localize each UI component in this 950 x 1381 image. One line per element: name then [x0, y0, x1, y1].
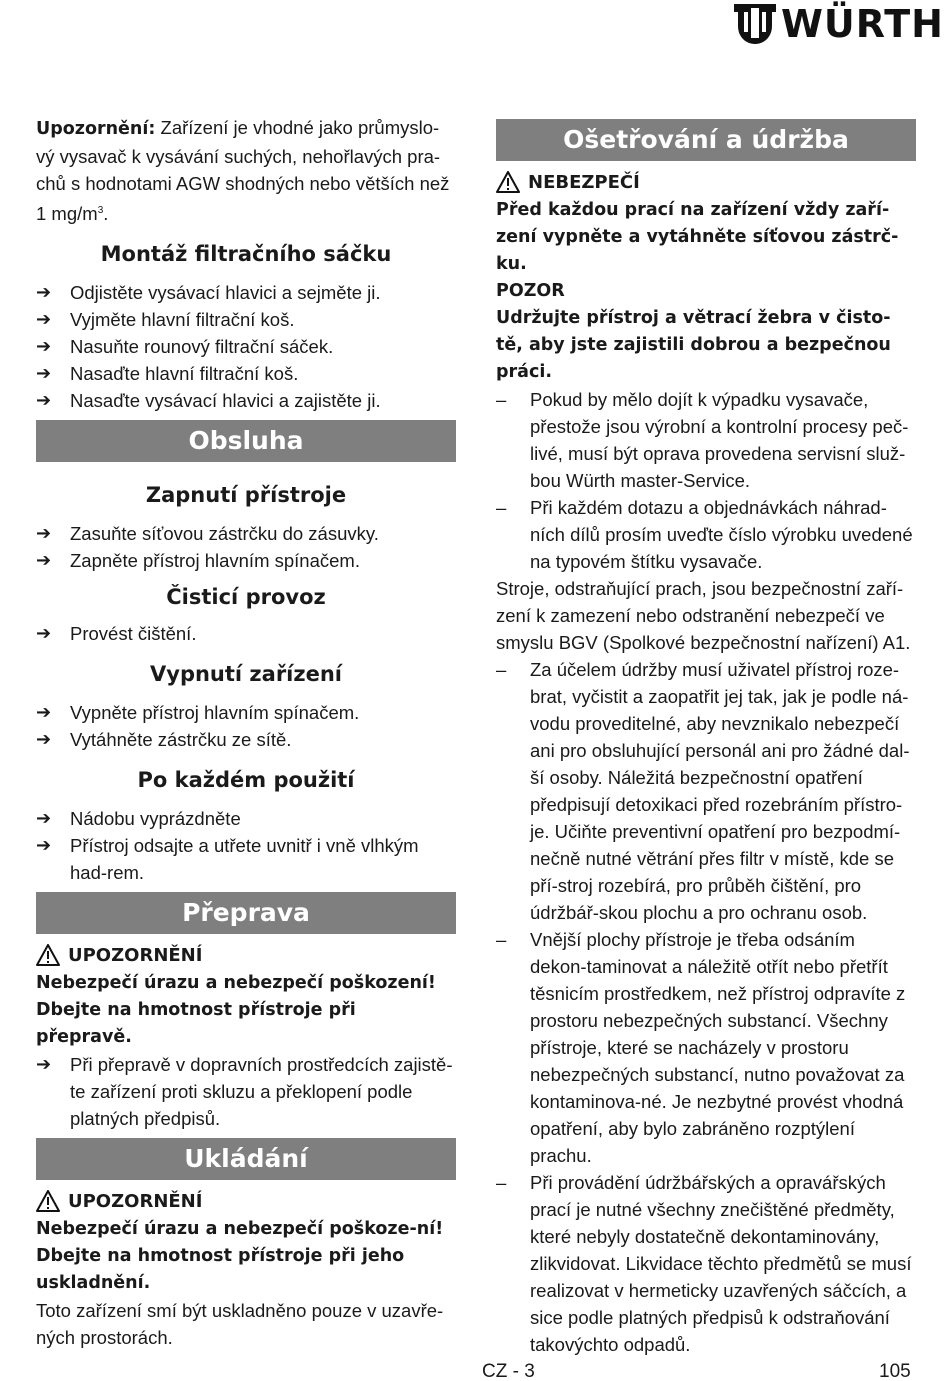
transport-warning-label: UPOZORNĚNÍ: [68, 944, 203, 966]
section-bar-operation: Obsluha: [36, 420, 456, 462]
note-end: .: [103, 203, 109, 225]
list-item: ➔ Nasaďte hlavní filtrační koš.: [36, 360, 456, 387]
list-item: ➔ Provést čištění.: [36, 620, 456, 647]
list-item: – Pokud by mělo dojít k výpadku vysavače, přestože jsou výrobní a kontrolní procesy peč-livé, musí být oprava provedena servisní služ-bou Würth master-Service.: [496, 386, 916, 494]
transport-steps: [36, 1051, 456, 1132]
danger-label: NEBEZPEČÍ: [528, 171, 640, 193]
section-bar-care: Ošetřování a údržba: [496, 119, 916, 161]
list-item: ➔ Zapněte přístroj hlavním spínačem.: [36, 547, 456, 574]
transport-bold-1: Nebezpečí úrazu a nebezpečí poškození!: [36, 973, 436, 994]
section-bar-storage: Ukládání: [36, 1138, 456, 1180]
left-column: [36, 114, 456, 1351]
list-item: ➔ Vyjměte hlavní filtrační koš.: [36, 306, 456, 333]
brand-name: WÜRTH: [780, 2, 944, 46]
filter-steps: [36, 279, 456, 414]
warning-triangle-icon: [36, 1190, 60, 1212]
note-label: Upozornění:: [36, 119, 156, 139]
danger-bold: Před každou prací na zařízení vždy zaří-zení vypněte a vytáhněte síťovou zástrč-ku.: [496, 200, 899, 274]
switch-on-heading: Zapnutí přístroje: [145, 483, 347, 508]
transport-warning: [36, 940, 456, 970]
list-item: ➔ Přístroj odsajte a utřete uvnitř i vně vlhkým had-rem.: [36, 832, 456, 886]
transport-bold-2: Dbejte na hmotnost přístroje při přepravě.: [36, 1000, 356, 1048]
page-number: 105: [879, 1361, 911, 1381]
switch-off-steps: [36, 699, 456, 753]
switch-off-heading: Vypnutí zařízení: [150, 662, 342, 687]
warning-triangle-icon: [36, 944, 60, 966]
brand-logo: [734, 4, 944, 44]
storage-warning: [36, 1186, 456, 1216]
list-item: ➔ Při přepravě v dopravních prostředcích zajistě-te zařízení proti skluzu a překlopení podle platných předpisů.: [36, 1051, 456, 1132]
right-column: [496, 119, 916, 1358]
cleaning-heading: Čisticí provoz: [166, 585, 326, 610]
wurth-logo-icon: [734, 4, 776, 44]
section-bar-transport: Přeprava: [36, 892, 456, 934]
filter-heading: Montáž filtračního sáčku: [100, 242, 392, 267]
after-use-heading: Po každém použití: [137, 768, 355, 793]
storage-text: Toto zařízení smí být uskladněno pouze v uzavře-ných prostorách.: [36, 1300, 444, 1349]
list-item: ➔ Zasuňte síťovou zástrčku do zásuvky.: [36, 520, 456, 547]
list-item: – Vnější plochy přístroje je třeba odsáním dekon-taminovat a náležitě otřít nebo přetřít těsnicím prostředkem, než přístroj odpravíte z prostoru nebezpečných substancí. Všechny přístroje, které se nacházely v prostoru nebezpečných substancí, nutno považovat za kontaminova-né. Je nezbytné provést vhodná opatření, aby bylo zabráněno rozptýlení prachu.: [496, 926, 916, 1169]
note-sup: 3: [97, 205, 104, 216]
list-item: – Při provádění údržbářských a opravářských prací je nutné všechny znečištěné předměty, které nebyly dostatečně dekontaminovány, zlikvidovat. Likvidace těchto předmětů se musí realizovat v hermeticky uzavřených sáčcích, a sice podle platných předpisů k odstraňování takovýchto odpadů.: [496, 1169, 916, 1358]
warning-triangle-icon: [496, 171, 520, 193]
caution-label: POZOR: [496, 281, 565, 301]
list-item: ➔ Nádobu vyprázdněte: [36, 805, 456, 832]
list-item: ➔ Vytáhněte zástrčku ze sítě.: [36, 726, 456, 753]
note-text: Zařízení je vhodné jako průmyslo-vý vysavač k vysávání suchých, nehořlavých pra-chů s hodnotami AGW shodných nebo větších než 1 mg/m: [36, 117, 450, 225]
list-item: – Při každém dotazu a objednávkách náhrad-ních dílů prosím uveďte číslo výrobku uvedené na typovém štítku vysavače.: [496, 494, 916, 575]
maintenance-list-2: [496, 656, 916, 1358]
storage-warning-label: UPOZORNĚNÍ: [68, 1190, 203, 1212]
after-use-steps: [36, 805, 456, 886]
list-item: ➔ Nasuňte rounový filtrační sáček.: [36, 333, 456, 360]
list-item: ➔ Nasaďte vysávací hlavici a zajistěte ji.: [36, 387, 456, 414]
footer-section-label: CZ - 3: [482, 1361, 535, 1381]
storage-bold: Nebezpečí úrazu a nebezpečí poškoze-ní! Dbejte na hmotnost přístroje při jeho uskladnění.: [36, 1219, 444, 1294]
list-item: ➔ Odjistěte vysávací hlavici a sejměte ji.: [36, 279, 456, 306]
list-item: ➔ Vypněte přístroj hlavním spínačem.: [36, 699, 456, 726]
cleaning-steps: [36, 620, 456, 647]
danger-warning: [496, 167, 916, 197]
safety-paragraph: Stroje, odstraňující prach, jsou bezpečnostní zaří-zení k zamezení nebo odstranění nebezpečí ve smyslu BGV (Spolkové bezpečnostní nařízení) A1.: [496, 578, 911, 653]
switch-on-steps: [36, 520, 456, 574]
caution-bold: Udržujte přístroj a větrací žebra v čisto-tě, aby jste zajistili dobrou a bezpečnou práci.: [496, 308, 891, 382]
maintenance-list-1: [496, 386, 916, 575]
note-paragraph: [36, 114, 456, 227]
list-item: – Za účelem údržby musí uživatel přístroj roze-brat, vyčistit a zaopatřit jej tak, jak je podle ná-vodu proveditelné, aby nevznikalo nebezpečí ani pro obsluhující personál ani pro žádné dal-ší osoby. Náležitá bezpečnostní opatření předpisují detoxikaci před rozebráním přístro-je. Učiňte preventivní opatření pro bezpodmí-nečně nutné větrání přes filtr v místě, kde se pří-stroj rozebírá, pro průběh čištění, pro údržbář-skou plochu a pro ochranu osob.: [496, 656, 916, 926]
